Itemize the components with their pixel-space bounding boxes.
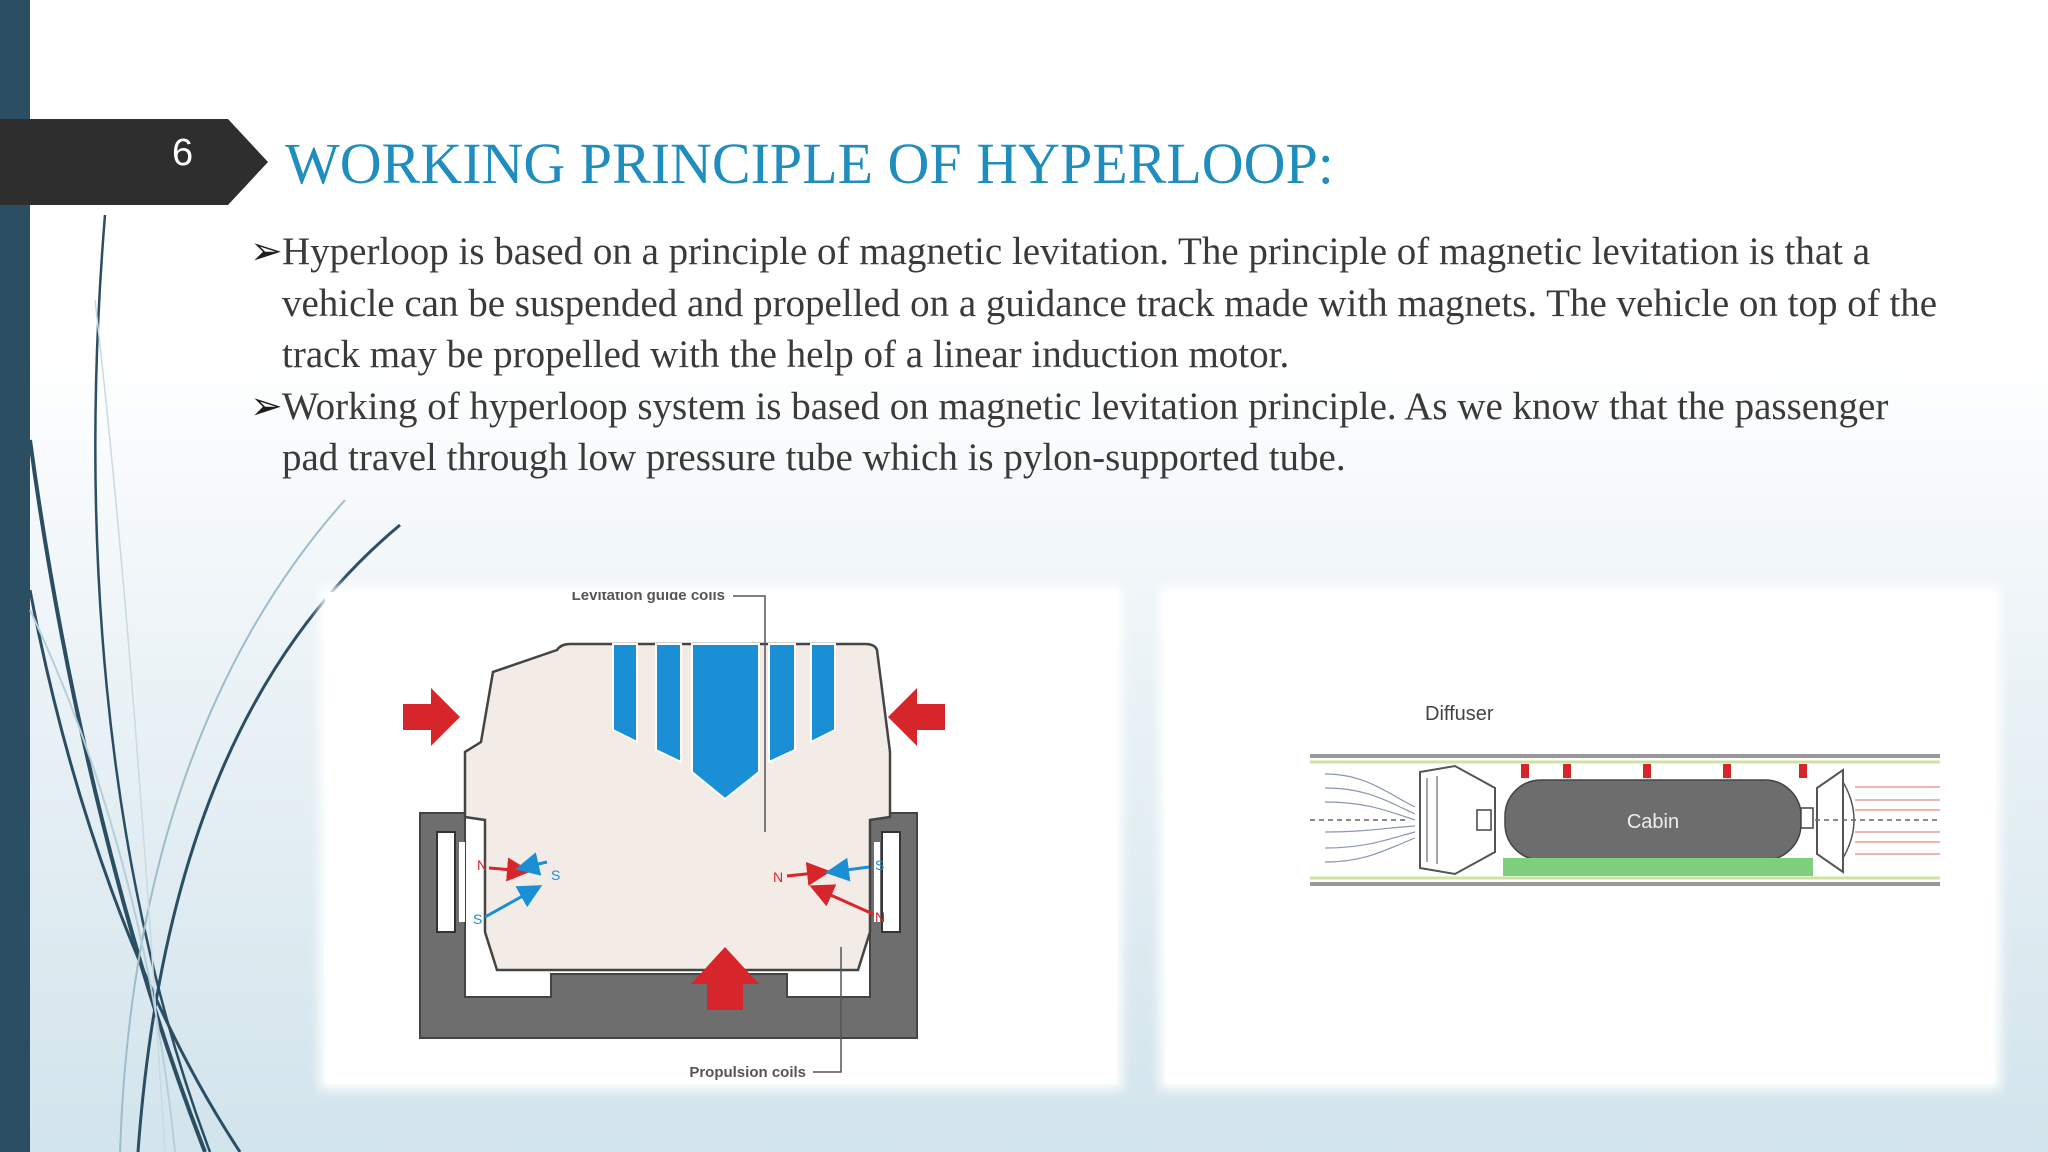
pole-label: N — [477, 857, 488, 873]
bullet-text: Working of hyperloop system is based on magnetic levitation principle. As we know that the passenger pad travel through low pressure tube which is pylon-supported tube. — [282, 384, 1889, 479]
slide-title: WORKING PRINCIPLE OF HYPERLOOP: — [285, 131, 1334, 196]
bullet-text: Hyperloop is based on a principle of magnetic levitation. The principle of magnetic levitation is that a vehicle can be suspended and propelled on a guidance track made with magnets. The vehicle on top of the track may be propelled with the help of a linear induction motor. — [282, 230, 1938, 376]
vehicle-magnet-blue — [613, 644, 637, 742]
pole-label: S — [473, 911, 483, 927]
force-arrow-left — [403, 688, 460, 746]
cabin-label: Cabin — [1626, 811, 1680, 833]
maglev-cross-section-figure — [325, 592, 1117, 1084]
slide-number-tab — [0, 119, 268, 205]
bullet-item — [250, 226, 1950, 381]
hyperloop-pod-figure — [1165, 592, 1995, 1084]
propulsion-coils-label: Propulsion coils — [689, 1064, 806, 1081]
arrow-bullet-icon: ➢ — [250, 230, 283, 273]
pole-label: N — [875, 909, 886, 925]
pole-label: S — [551, 867, 561, 883]
levitation-unit — [1521, 764, 1529, 778]
electric-motor-box — [1477, 810, 1491, 830]
bullet-item — [250, 381, 1950, 484]
pole-label: S — [875, 857, 885, 873]
electric-generator-box — [1801, 808, 1813, 828]
battery-bar — [1503, 858, 1813, 876]
left-guide-magnet — [437, 832, 455, 932]
pole-label: N — [773, 869, 784, 885]
diffuser-label: Diffuser — [1425, 703, 1494, 725]
power-turbine — [1817, 770, 1843, 872]
levitation-guide-coils-label: Levitation guide coils — [571, 592, 725, 604]
slide-number: 6 — [172, 132, 194, 174]
bullet-list — [250, 226, 1950, 484]
force-arrow-right — [888, 688, 945, 746]
arrow-bullet-icon: ➢ — [250, 384, 283, 428]
